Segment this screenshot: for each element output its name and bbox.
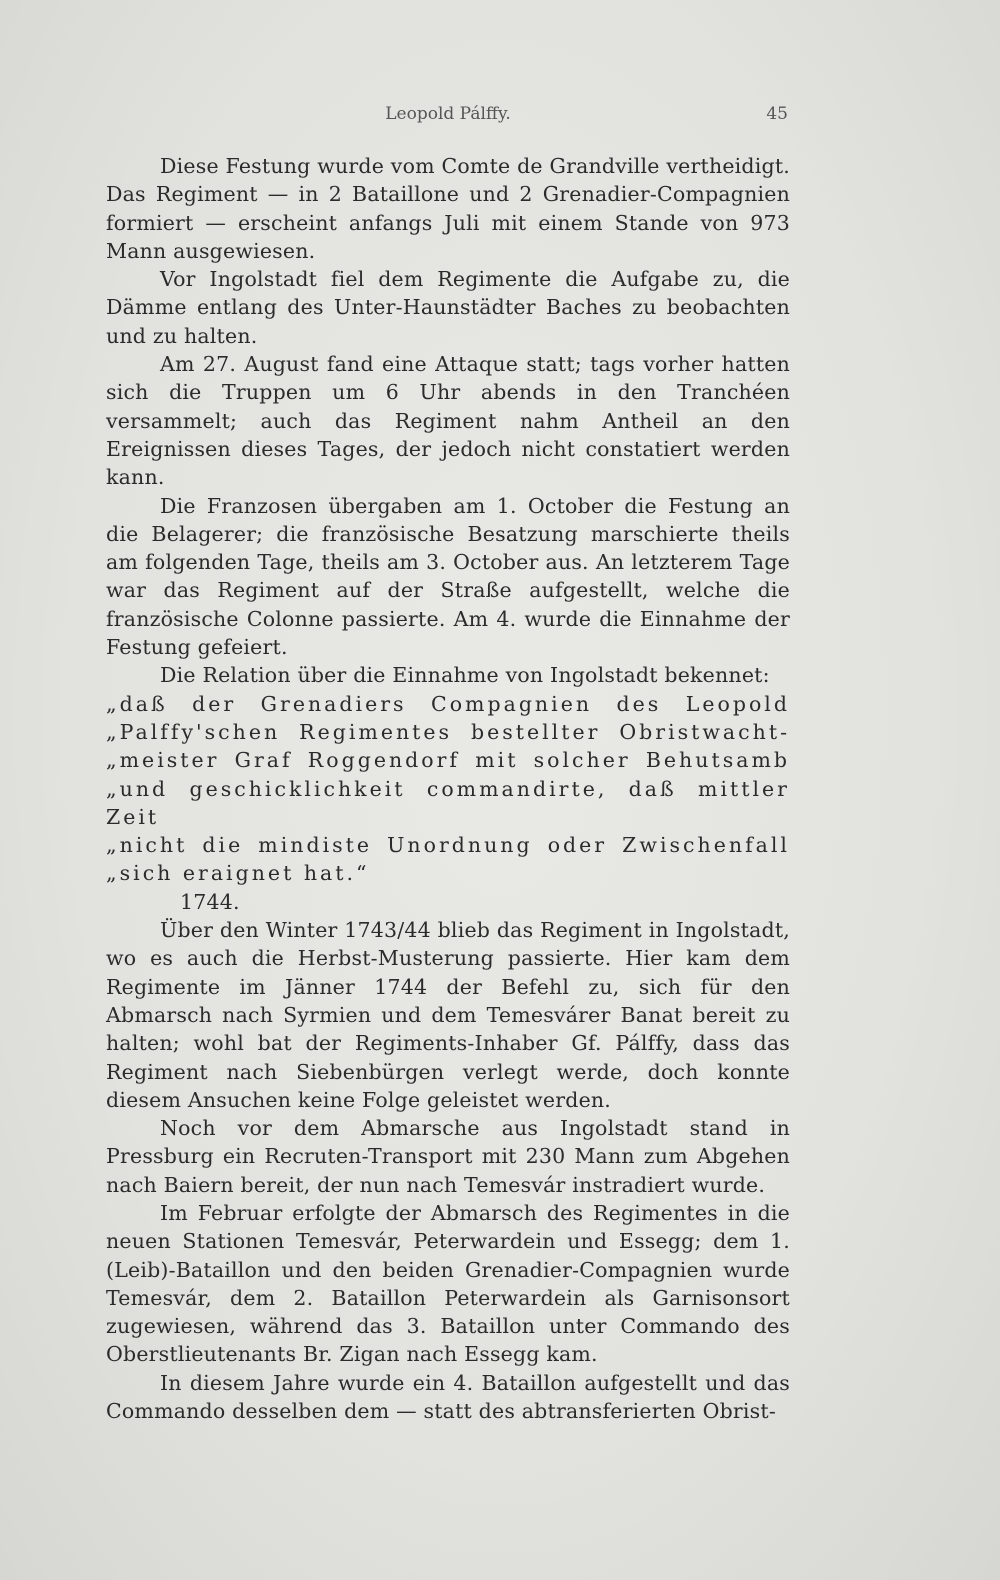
- paragraph-surrender: Die Franzosen übergaben am 1. October die Festung an die Belagerer; die französische Besatzung marschierte theils am folgenden Tage, theils am 3. October aus. An letzterem Tage war das Regiment auf der Straße aufgestellt, welche die französische Colonne passierte. Am 4. wurde die Einnahme der Festung gefeiert.: [106, 493, 790, 660]
- year-heading: 1744.: [180, 889, 240, 914]
- paragraph-fourth-battalion: In diesem Jahre wurde ein 4. Bataillon aufgestellt und das Commando desselben dem — statt des abtransferierten Obrist-: [106, 1370, 790, 1424]
- quoted-relation: [106, 690, 790, 888]
- quote-line: „nicht die mindiste Unordnung oder Zwischenfall: [106, 833, 790, 858]
- paragraph-recruit-transport: Noch vor dem Abmarsche aus Ingolstadt stand in Pressburg ein Recruten-Transport mit 230 Mann zum Abgehen nach Baiern bereit, der nun nach Temesvár instradiert wurde.: [106, 1116, 790, 1197]
- quote-line: „meister Graf Roggendorf mit solcher Behutsamb: [106, 748, 790, 773]
- quote-line: „und geschicklichkeit commandirte, daß mittler Zeit: [106, 776, 790, 829]
- page-number: 45: [766, 104, 788, 124]
- running-title: Leopold Pálffy.: [385, 104, 511, 124]
- quote-line: „sich eraignet hat.“: [106, 861, 370, 886]
- quote-line: „daß der Grenadiers Compagnien des Leopold: [106, 691, 790, 716]
- paragraph-relation-intro: Die Relation über die Einnahme von Ingolstadt bekennet:: [160, 663, 770, 688]
- page-body: [106, 152, 790, 1425]
- quote-line: „Palffy'schen Regimentes bestellter Obristwacht-: [106, 719, 790, 744]
- paragraph-winter-1743: Über den Winter 1743/44 blieb das Regiment in Ingolstadt, wo es auch die Herbst-Musterung passierte. Hier kam dem Regimente im Jänner 1744 der Befehl zu, sich für den Abmarsch nach Syrmien und dem Temesvárer Banat bereit zu halten; wohl bat der Regiments-Inhaber Gf. Pálffy, dass das Regiment nach Siebenbürgen verlegt werde, doch konnte diesem Ansuchen keine Folge geleistet werden.: [106, 918, 790, 1112]
- paragraph-siege-defender: Diese Festung wurde vom Comte de Grandville vertheidigt. Das Regiment — in 2 Bataillone und 2 Grenadier-Compagnien formiert — erscheint anfangs Juli mit einem Stande von 973 Mann ausgewiesen.: [106, 154, 790, 263]
- paragraph-ingolstadt-task: Vor Ingolstadt fiel dem Regimente die Aufgabe zu, die Dämme entlang des Unter-Haunstädter Baches zu beobachten und zu halten.: [106, 267, 790, 348]
- paragraph-february-march: Im Februar erfolgte der Abmarsch des Regimentes in die neuen Stationen Temesvár, Peterwardein und Essegg; dem 1. (Leib)-Bataillon und den beiden Grenadier-Compagnien wurde Temesvár, dem 2. Bataillon Peterwardein als Garnisonsort zugewiesen, während das 3. Bataillon unter Commando des Oberstlieutenants Br. Zigan nach Essegg kam.: [106, 1200, 790, 1367]
- page-header: [108, 104, 788, 130]
- paragraph-august-attack: Am 27. August fand eine Attaque statt; tags vorher hatten sich die Truppen um 6 Uhr abends in den Tranchéen versammelt; auch das Regiment nahm Antheil an den Ereignissen dieses Tages, der jedoch nicht constatiert werden kann.: [106, 352, 790, 490]
